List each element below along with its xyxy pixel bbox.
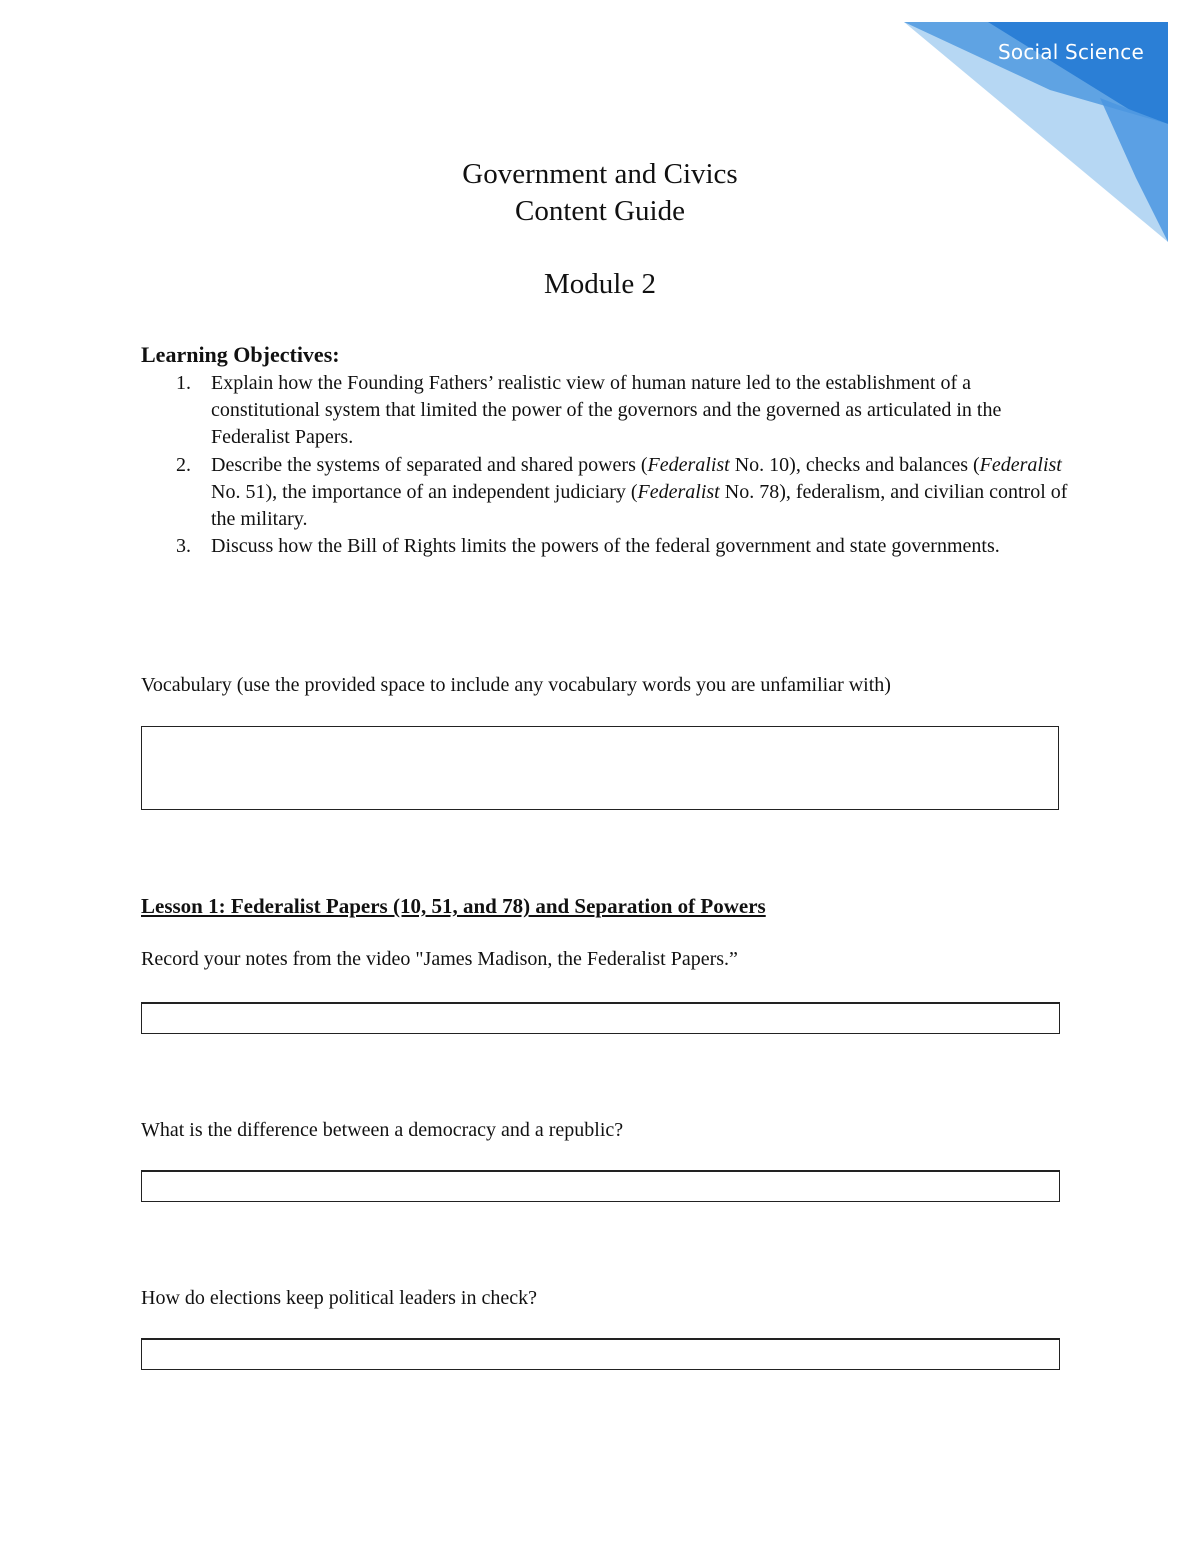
objective-text: Explain how the Founding Fathers’ realistic view of human nature led to the establishment of a constitutional system that limited the power of the governors and the governed as articulated in the Federalist Papers. — [211, 372, 1002, 449]
objectives-list — [141, 370, 1071, 560]
elections-answer-box[interactable] — [141, 1338, 1060, 1370]
vocabulary-answer-box[interactable] — [141, 726, 1059, 810]
objective-text: Discuss how the Bill of Rights limits the powers of the federal government and state governments. — [211, 535, 1000, 558]
objective-number: 3. — [176, 535, 191, 558]
objective-item — [141, 533, 1071, 560]
objective-item — [141, 452, 1071, 534]
lesson-1-heading: Lesson 1: Federalist Papers (10, 51, and 78) and Separation of Powers — [141, 894, 766, 918]
title-line-1: Government and Civics — [462, 158, 738, 190]
objective-item — [141, 370, 1071, 452]
prompt-elections: How do elections keep political leaders in check? — [141, 1287, 537, 1309]
prompt-video-notes: Record your notes from the video "James Madison, the Federalist Papers.” — [141, 948, 738, 970]
document-title — [0, 156, 1200, 230]
title-line-2: Content Guide — [515, 195, 685, 227]
module-title: Module 2 — [544, 268, 656, 300]
banner-label: Social Science — [998, 40, 1144, 64]
video-notes-answer-box[interactable] — [141, 1002, 1060, 1034]
objective-number: 2. — [176, 453, 191, 476]
democracy-republic-answer-box[interactable] — [141, 1170, 1060, 1202]
objectives-heading: Learning Objectives: — [141, 342, 340, 367]
vocabulary-label: Vocabulary (use the provided space to include any vocabulary words you are unfamiliar with) — [141, 674, 891, 696]
objective-number: 1. — [176, 372, 191, 394]
objective-text: Describe the systems of separated and shared powers (Federalist No. 10), checks and balances (Federalist No. 51), the importance of an independent judiciary (Federalist No. 78), federalism, and civilian control of the military. — [211, 453, 1068, 531]
prompt-democracy-republic: What is the difference between a democracy and a republic? — [141, 1119, 624, 1141]
